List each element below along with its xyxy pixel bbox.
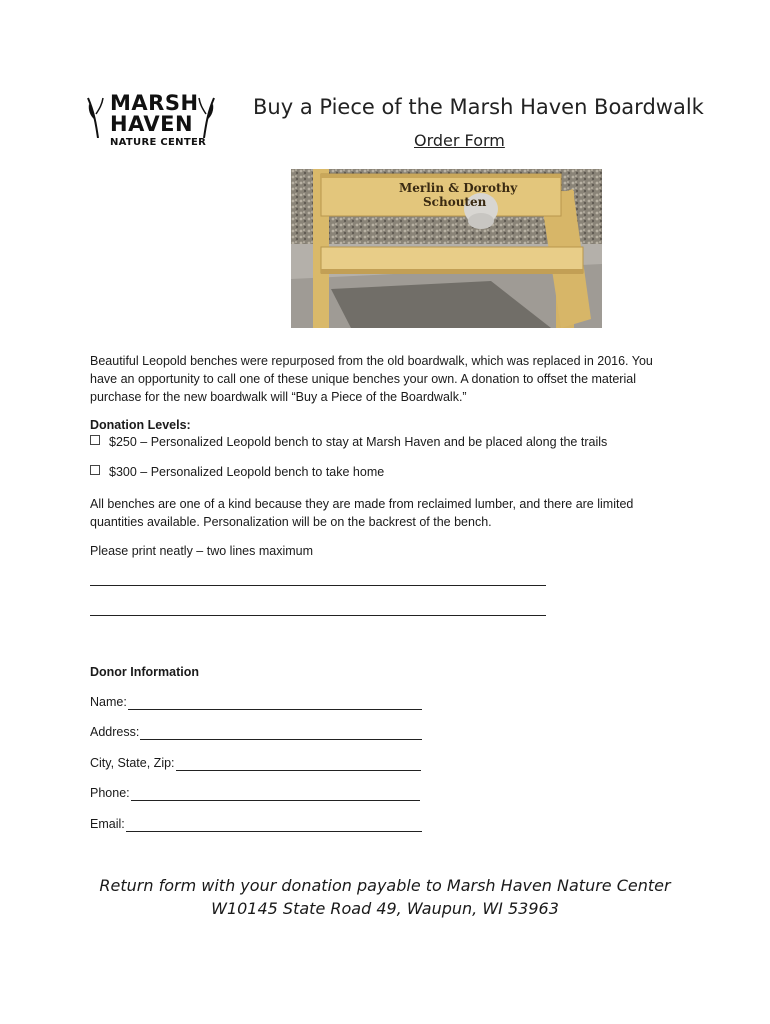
footer-return-line: Return form with your donation payable to Marsh Haven Nature Center [99, 876, 671, 895]
email-field[interactable] [90, 816, 422, 832]
phone-field[interactable] [90, 785, 420, 801]
page-subtitle: Order Form [414, 131, 505, 150]
donation-option[interactable] [90, 463, 384, 481]
address-input-line[interactable] [140, 727, 422, 740]
page-title: Buy a Piece of the Marsh Haven Boardwalk [253, 95, 704, 119]
donation-option[interactable] [90, 433, 607, 451]
footer-address-line: W10145 State Road 49, Waupun, WI 53963 [211, 899, 559, 918]
phone-field-label: Phone: [90, 786, 130, 800]
city-state-zip-field[interactable] [90, 755, 421, 771]
personalization-line-1[interactable] [90, 585, 546, 586]
donation-option-label: $300 – Personalized Leopold bench to take home [109, 465, 385, 479]
email-input-line[interactable] [126, 819, 422, 832]
checkbox[interactable] [90, 465, 100, 475]
print-instruction: Please print neatly – two lines maximum [90, 544, 314, 558]
city-state-zip-field-label: City, State, Zip: [90, 756, 175, 770]
checkbox[interactable] [90, 435, 100, 445]
cattail-icon [198, 94, 216, 138]
donor-info-heading: Donor Information [90, 665, 200, 679]
bench-photo [291, 169, 602, 328]
address-field-label: Address: [90, 725, 140, 739]
phone-input-line[interactable] [131, 788, 420, 801]
logo-text-nature-center: NATURE CENTER [110, 137, 207, 148]
intro-paragraph: Beautiful Leopold benches were repurposed from the old boardwalk, which was replaced in 2016. You have an opportunity to call one of these unique benches your own. A donation to offset the material purchase for the new boardwalk will “Buy a Piece of the Boardwalk.” [90, 354, 653, 404]
name-field-label: Name: [90, 695, 127, 709]
address-field[interactable] [90, 724, 422, 740]
plaque-text: Merlin & Dorothy [399, 181, 518, 195]
logo-text-marsh: MARSH [110, 91, 199, 115]
cattail-icon [86, 94, 104, 138]
name-input-line[interactable] [128, 697, 422, 710]
name-field[interactable] [90, 694, 422, 710]
city-state-zip-input-line[interactable] [176, 758, 421, 771]
note-paragraph: All benches are one of a kind because they are made from reclaimed lumber, and there are limited quantities available. Personalization will be on the backrest of the bench. [90, 497, 634, 529]
email-field-label: Email: [90, 817, 125, 831]
logo-text-haven: HAVEN [110, 112, 194, 136]
donation-levels-heading: Donation Levels: [90, 418, 191, 432]
marsh-haven-logo [86, 92, 216, 154]
personalization-line-2[interactable] [90, 615, 546, 616]
donation-option-label: $250 – Personalized Leopold bench to stay at Marsh Haven and be placed along the trails [109, 435, 608, 449]
plaque-text: Schouten [423, 195, 487, 209]
